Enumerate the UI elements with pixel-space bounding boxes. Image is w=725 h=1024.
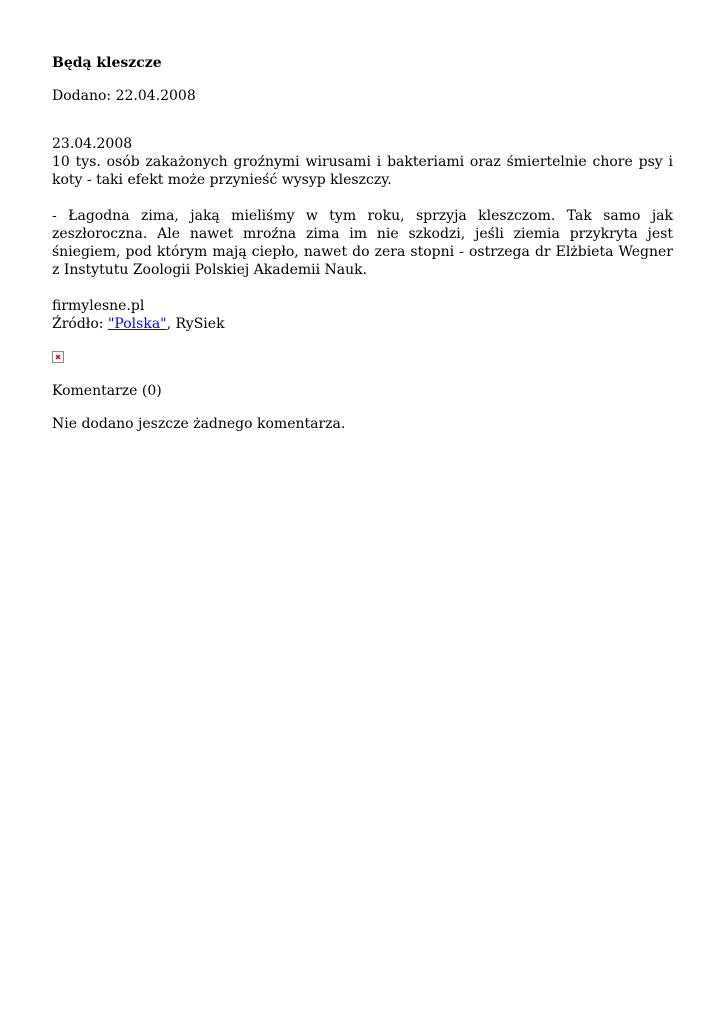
source-line [52, 315, 673, 333]
image-container [52, 351, 673, 382]
source-link[interactable]: "Polska" [107, 316, 167, 332]
source-label: Źródło: [52, 316, 108, 332]
site-name: firmylesne.pl [52, 298, 145, 314]
comments-header: Komentarze (0) [52, 383, 162, 399]
added-date: Dodano: 22.04.2008 [52, 88, 196, 104]
page-content [52, 54, 673, 433]
article-lead-text: 10 tys. osób zakażonych groźnymi wirusami i bakteriami oraz śmiertelnie chore psy i koty - taki efekt może przynieść wysyp kleszczy. [52, 154, 673, 188]
article-paragraph-lead [52, 135, 673, 189]
no-comments-text: Nie dodano jeszcze żadnego komentarza. [52, 416, 346, 432]
article-paragraph-quote: - Łagodna zima, jaką mieliśmy w tym roku, sprzyja kleszczom. Tak samo jak zeszłoroczna. Ale nawet mroźna zima im nie szkodzi, jeśli ziemia przykryta jest śniegiem, pod którym mają ciepło, nawet do zera stopni - ostrzega dr Elżbieta Wegner z Instytutu Zoologii Polskiej Akademii Nauk. [52, 208, 673, 278]
article-date: 23.04.2008 [52, 136, 133, 152]
broken-image-icon [52, 351, 64, 363]
source-author: , RySiek [166, 316, 225, 332]
article-body [52, 135, 673, 279]
broken-image-x [54, 353, 62, 361]
article-title: Będą kleszcze [52, 55, 162, 71]
source-block [52, 297, 673, 333]
